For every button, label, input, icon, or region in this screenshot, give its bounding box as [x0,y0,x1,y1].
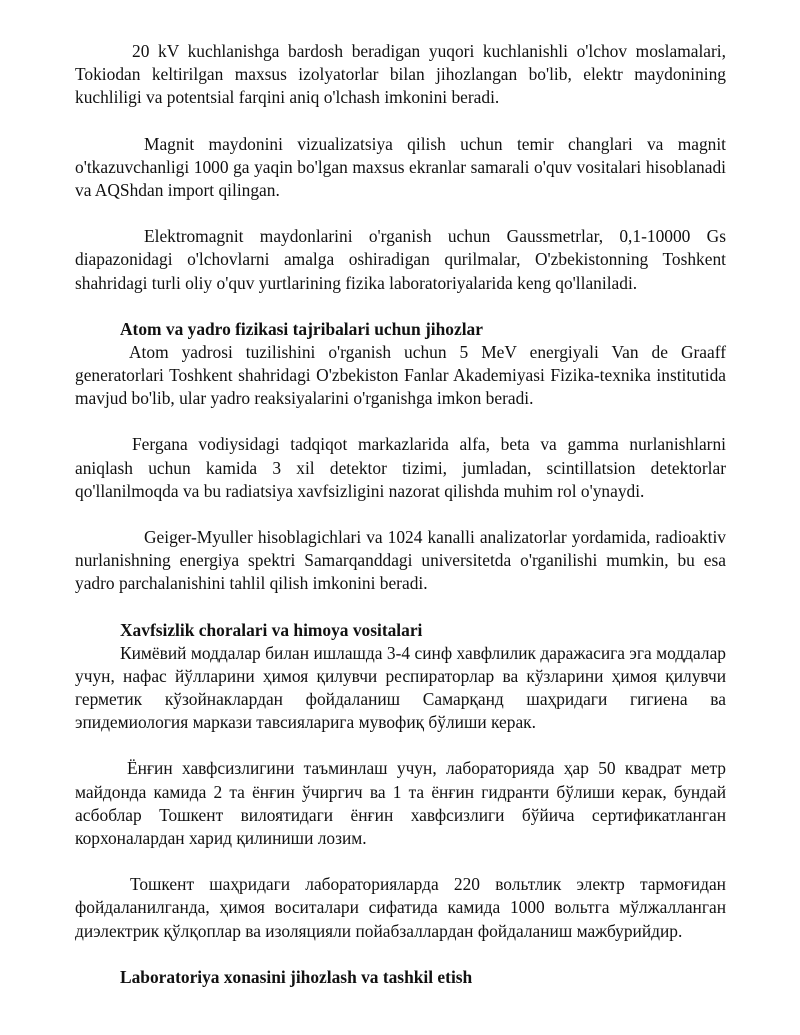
section-heading-lab-equipment: Laboratoriya xonasini jihozlash va tashkil etish [120,966,473,987]
section-heading-atom-nuclear: Atom va yadro fizikasi tajribalari uchun jihozlar [120,318,483,339]
paragraph-high-voltage-instruments: 20 kV kuchlanishga bardosh beradigan yuqori kuchlanishli o'lchov moslamalari, Tokiodan keltirilgan maxsus izolyatorlar bilan jihozlangan bo'lib, elektr maydonining kuchliligi va potentsial farqini aniq o'lchash imkonini beradi. [75,41,726,108]
section-heading-safety: Xavfsizlik choralari va himoya vositalari [120,619,423,640]
paragraph-geiger-counters: Geiger-Myuller hisoblagichlari va 1024 kanalli analizatorlar yordamida, radioaktiv nurlanishning energiya spektri Samarqanddagi universitetda o'rganilishi mumkin, bu esa yadro parchalanishini tahlil qilish imkonini beradi. [75,527,726,594]
paragraph-magnetic-visualization: Magnit maydonini vizualizatsiya qilish uchun temir changlari va magnit o'tkazuvchanligi 1000 ga yaqin bo'lgan maxsus ekranlar samarali o'quv vositalari hisoblanadi va AQShdan import qilingan. [75,133,726,201]
paragraph-fire-safety: Ёнғин хавфсизлигини таъминлаш учун, лабораторияда ҳар 50 квадрат метр майдонда камида 2 та ёнғин ўчиргич ва 1 та ёнғин гидранти бўлиши керак, бундай асбоблар Тошкент вилоятидаги ёнғин хавфсизлиги бўйича сертификатланган корхоналардан харид қилиниши лозим. [75,758,726,849]
document-page [75,40,726,989]
paragraph-van-de-graaff: Atom yadrosi tuzilishini o'rganish uchun 5 MeV energiyali Van de Graaff generatorlari Toshkent shahridagi O'zbekiston Fanlar Akademiyasi Fizika-texnika institutida mavjud bo'lib, ular yadro reaksiyalarini o'rganishga imkon beradi. [75,341,726,409]
paragraph-electrical-protection: Тошкент шаҳридаги лабораторияларда 220 вольтлик электр тармоғидан фойдаланилганда, ҳимоя воситалари сифатида камида 1000 вольтга мўлжалланган диэлектрик қўлқоплар ва изоляцияли пойабзаллардан фойдаланиш мажбурийдир. [75,874,726,941]
paragraph-chemical-protection: Кимёвий моддалар билан ишлашда 3-4 синф хавфлилик даражасига эга моддалар учун, нафас йўлларини ҳимоя қилувчи респираторлар ва кўзларини ҳимоя қилувчи герметик кўзойнаклардан фойдаланиш Самарқанд шаҳридаги гигиена ва эпидемиология маркази тавсияларига мувофиқ бўлиши керак. [75,642,726,733]
paragraph-gaussmeters: Elektromagnit maydonlarini o'rganish uchun Gaussmetrlar, 0,1-10000 Gs diapazonidagi o'lchovlarni amalga oshiradigan qurilmalar, O'zbekistonning Toshkent shahridagi turli oliy o'quv yurtlarining fizika laboratoriyalarida keng qo'llaniladi. [75,226,726,293]
paragraph-radiation-detectors: Fergana vodiysidagi tadqiqot markazlarida alfa, beta va gamma nurlanishlarni aniqlash uchun kamida 3 xil detektor tizimi, jumladan, scintillatsion detektorlar qo'llanilmoqda va bu radiatsiya xavfsizligini nazorat qilishda muhim rol o'ynaydi. [75,434,726,501]
